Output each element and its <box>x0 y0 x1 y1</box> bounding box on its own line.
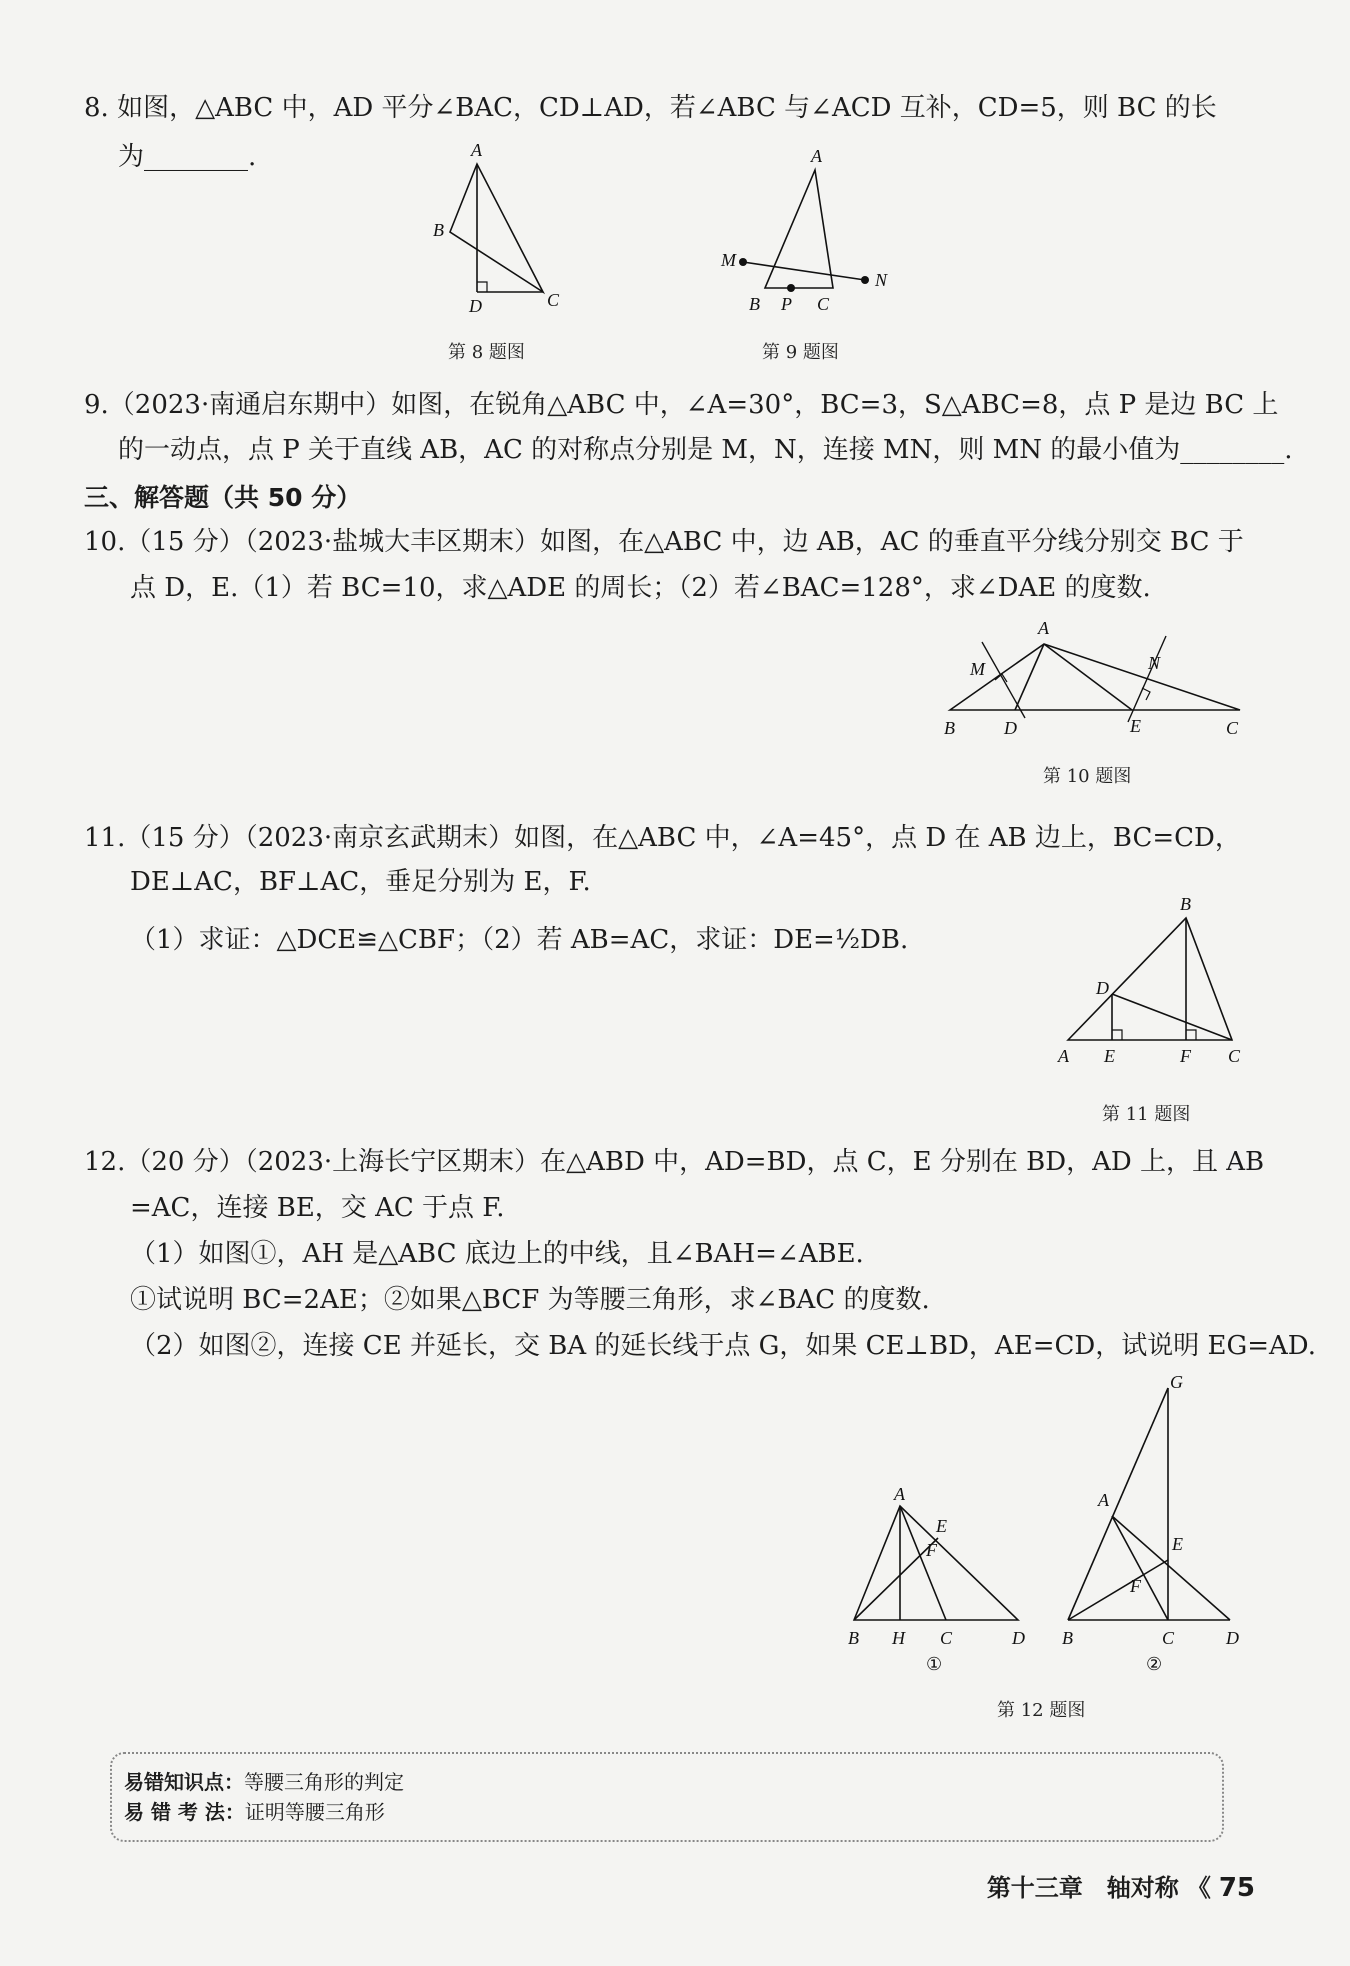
q12-line4: ①试说明 BC=2AE；②如果△BCF 为等腰三角形，求∠BAC 的度数. <box>130 1285 930 1315</box>
q8-caption: 第 8 题图 <box>448 342 525 363</box>
q8-label-d: D <box>469 296 482 316</box>
page-number: 75 <box>1218 1873 1255 1903</box>
note-label-1: 易错知识点： <box>124 1770 244 1794</box>
q9-label-m: M <box>721 250 736 270</box>
q12-fig1-label-f: F <box>926 1540 937 1560</box>
q12-line2: =AC，连接 BE，交 AC 于点 F. <box>130 1193 505 1223</box>
q10-figure <box>940 612 1260 742</box>
page-footer <box>987 1868 1255 1903</box>
q12-line5: （2）如图②，连接 CE 并延长，交 BA 的延长线于点 G，如果 CE⊥BD，AE=CD，试说明 EG=AD. <box>130 1331 1316 1361</box>
q12-fig1-label-d: D <box>1012 1628 1025 1648</box>
q11-label-b: B <box>1180 894 1191 914</box>
q12-figure-1 <box>840 1480 1040 1680</box>
q11-line3: （1）求证：△DCE≌△CBF；（2）若 AB=AC，求证：DE=½DB. <box>130 925 909 955</box>
section-title: 三、解答题（共 50 分） <box>84 483 362 512</box>
q10-label-b: B <box>944 718 955 738</box>
q8-line2: 为________. <box>118 142 257 172</box>
q12-fig1-label-h: H <box>892 1628 905 1648</box>
q12-fig2-number: ② <box>1146 1654 1163 1674</box>
q10-caption: 第 10 题图 <box>1043 766 1132 787</box>
q9-label-b: B <box>749 294 760 314</box>
q11-label-d: D <box>1096 978 1109 998</box>
q12-fig2-label-d: D <box>1226 1628 1239 1648</box>
q12-fig1-label-e: E <box>936 1516 947 1536</box>
note-label-2: 易 错 考 法： <box>124 1800 245 1824</box>
q9-caption: 第 9 题图 <box>762 342 839 363</box>
q11-label-c: C <box>1228 1046 1241 1066</box>
note-line-1 <box>124 1766 404 1795</box>
q12-fig2-label-e: E <box>1172 1534 1183 1554</box>
q12-caption: 第 12 题图 <box>997 1700 1086 1721</box>
q10-label-e: E <box>1130 716 1141 736</box>
note-line-2 <box>124 1796 385 1825</box>
q8-line1: 8. 如图，△ABC 中，AD 平分∠BAC，CD⊥AD，若∠ABC 与∠ACD 互补，CD=5，则 BC 的长 <box>84 93 1217 123</box>
q12-fig1-label-a: A <box>894 1484 905 1504</box>
q8-label-a: A <box>471 140 482 160</box>
q12-figure-2 <box>1050 1370 1250 1680</box>
q12-fig2-label-c: C <box>1162 1628 1175 1648</box>
q10-line2: 点 D，E.（1）若 BC=10，求△ADE 的周长；（2）若∠BAC=128°，求∠DAE 的度数. <box>130 573 1151 603</box>
q9-label-n: N <box>875 270 888 290</box>
q12-fig2-label-b: B <box>1062 1628 1073 1648</box>
q8-figure <box>425 140 565 320</box>
q11-label-e: E <box>1104 1046 1115 1066</box>
q9-label-p: P <box>781 294 792 314</box>
q9-line1: 9.（2023·南通启东期中）如图，在锐角△ABC 中，∠A=30°，BC=3，S△ABC=8，点 P 是边 BC 上 <box>84 390 1279 420</box>
q11-line1: 11.（15 分）（2023·南京玄武期末）如图，在△ABC 中，∠A=45°，点 D 在 AB 边上，BC=CD， <box>84 823 1241 853</box>
q12-fig1-label-c: C <box>940 1628 953 1648</box>
q11-line2: DE⊥AC，BF⊥AC，垂足分别为 E，F. <box>130 867 591 897</box>
q10-label-a: A <box>1038 618 1049 638</box>
q10-label-c: C <box>1226 718 1239 738</box>
note-text-2: 证明等腰三角形 <box>244 1800 385 1824</box>
chevron-left-icon: 《 <box>1186 1874 1211 1902</box>
q12-fig1-label-b: B <box>848 1628 859 1648</box>
chapter-title: 第十三章 轴对称 <box>986 1874 1179 1902</box>
q10-line1: 10.（15 分）（2023·盐城大丰区期末）如图，在△ABC 中，边 AB，AC 的垂直平分线分别交 BC 于 <box>84 527 1244 557</box>
q11-label-a: A <box>1058 1046 1069 1066</box>
q9-label-c: C <box>817 294 830 314</box>
note-text-1: 等腰三角形的判定 <box>244 1770 404 1794</box>
q9-line2: 的一动点，点 P 关于直线 AB，AC 的对称点分别是 M，N，连接 MN，则 MN 的最小值为________. <box>118 435 1293 465</box>
q12-fig2-label-a: A <box>1098 1490 1109 1510</box>
q11-caption: 第 11 题图 <box>1102 1104 1191 1125</box>
q12-fig2-label-g: G <box>1170 1372 1183 1392</box>
q12-line3: （1）如图①，AH 是△ABC 底边上的中线，且∠BAH=∠ABE. <box>130 1239 864 1269</box>
q8-label-c: C <box>547 290 560 310</box>
q12-fig1-number: ① <box>926 1654 943 1674</box>
q11-label-f: F <box>1180 1046 1191 1066</box>
q11-figure <box>1050 890 1250 1070</box>
q8-label-b: B <box>433 220 444 240</box>
q12-fig2-label-f: F <box>1130 1576 1141 1596</box>
q10-label-m: M <box>970 659 985 679</box>
q9-figure <box>705 140 905 320</box>
q10-label-n: N <box>1148 653 1161 673</box>
q12-line1: 12.（20 分）（2023·上海长宁区期末）在△ABD 中，AD=BD，点 C，E 分别在 BD，AD 上，且 AB <box>84 1147 1265 1177</box>
q9-label-a: A <box>811 146 822 166</box>
q10-label-d: D <box>1004 718 1017 738</box>
